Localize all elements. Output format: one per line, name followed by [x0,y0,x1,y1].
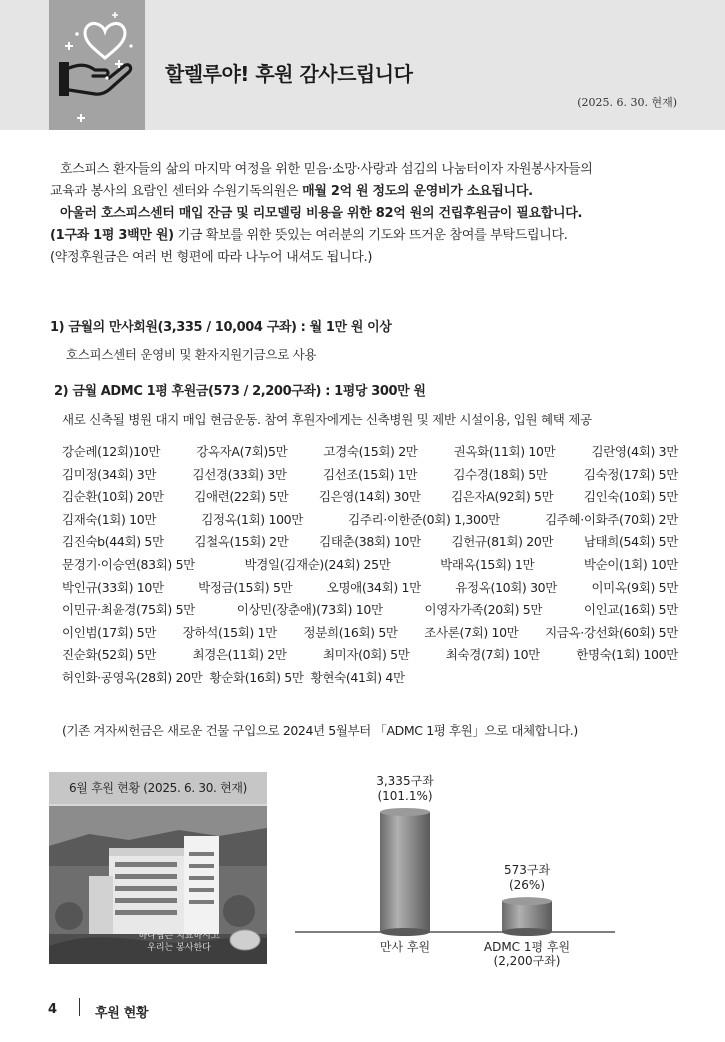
donor-entry: 김선조(15회) 1만 [322,466,418,482]
donor-entry: 김진숙b(44회) 5만 [62,534,164,550]
donor-list [62,441,678,690]
donor-entry: 지금옥·강선화(60회) 5만 [545,624,678,640]
donor-entry: 최경은(11회) 2만 [192,647,287,663]
donor-row [62,667,678,690]
donor-entry: 김수경(18회) 5만 [453,466,548,482]
donor-entry: 김미정(34회) 3만 [62,466,157,482]
footer-section-label: 후원 현황 [95,1006,149,1021]
donor-row [62,486,678,509]
donor-entry: 오명애(34회) 1만 [326,579,421,595]
donor-entry: 조사론(7회) 10만 [424,624,519,640]
donor-entry: 박정금(15회) 5만 [198,579,293,595]
sign-line-1: 하나님은 치료하시고 [138,931,220,941]
donor-entry: 문경기·이승연(83회) 5만 [62,556,195,572]
donor-row [62,464,678,487]
intro-line-5: (약정후원금은 여러 번 형편에 따라 나누어 내셔도 됩니다.) [50,250,373,265]
donor-entry: 박순이(1회) 10만 [583,556,678,572]
donor-row [62,554,678,577]
page-number: 4 [48,1002,58,1017]
donor-entry: 이민규·최윤경(75회) 5만 [62,602,195,618]
donor-entry: 김인숙(10회) 5만 [583,489,678,505]
donor-entry: 김애련(22회) 5만 [194,489,289,505]
donor-entry: 한명숙(1회) 100만 [576,647,678,663]
donor-entry: 김정옥(1회) 100만 [201,511,303,527]
bar [502,897,552,936]
donor-row [62,441,678,464]
donor-entry: 강옥자A(7회)5만 [196,444,288,459]
donor-row [62,644,678,667]
donor-entry: 김철옥(15회) 2만 [194,534,289,550]
donor-entry: 정분희(16회) 5만 [303,624,398,640]
donor-entry: 김은자A(92회) 5만 [451,489,554,505]
donor-entry: 최미자(0회) 5만 [322,647,410,663]
intro-line-4-bold: (1구좌 1평 3백만 원) [50,228,174,243]
donor-entry: 박래옥(15회) 1만 [440,556,535,572]
intro-line-4-text: 기금 확보를 위한 뜻있는 여러분의 기도와 뜨거운 참여를 부탁드립니다. [173,228,568,243]
donor-entry: 이상민(장춘애)(73회) 10만 [236,602,383,618]
section-2-title: 2) 금월 ADMC 1평 후원금(573 / 2,200구좌) : 1평당 300만 원 [54,384,426,399]
donor-entry: 최숙경(7회) 10만 [445,647,540,663]
page-header [0,0,725,130]
sign-text [119,930,239,954]
donor-entry: 김태춘(38회) 10만 [319,534,421,550]
donor-entry: 박경일(김재순)(24회) 25만 [244,556,391,572]
donor-entry: 이인교(16회) 5만 [583,602,678,618]
donor-entry: 김순환(10회) 20만 [62,489,164,505]
section-1-desc: 호스피스센터 운영비 및 환자지원기금으로 사용 [66,347,317,362]
donor-entry: 이미옥(9회) 5만 [591,579,678,595]
donor-row [62,599,678,622]
footer-divider [79,998,80,1016]
heart-hand-icon [49,0,145,130]
donor-entry: 진순화(52회) 5만 [62,647,157,663]
donor-entry: 김주리·이한준(0회) 1,300만 [348,511,500,527]
donor-row [62,509,678,532]
donor-entry: 황현숙(41회) 4만 [310,669,405,685]
donor-entry: 김재숙(1회) 10만 [62,511,157,527]
intro-line-3-bold: 아울러 호스피스센터 매입 잔금 및 리모델링 비용을 위한 82억 원의 건립후원금이 필요합니다. [60,206,583,221]
sign-line-2: 우리는 봉사한다 [147,943,211,953]
donation-icon-box [49,0,145,130]
donor-entry: 김헌규(81회) 20만 [451,534,554,550]
donor-entry: 이인범(17회) 5만 [62,624,157,640]
bar-data-label: 3,335구좌 [376,774,434,788]
donor-row [62,622,678,645]
donor-entry: 황순화(16회) 5만 [209,669,304,685]
donor-entry: 남태희(54회) 5만 [583,534,678,550]
donor-entry: 고경숙(15회) 2만 [323,444,418,459]
intro-line-1: 호스피스 환자들의 삶의 마지막 여정을 위한 믿음·소망·사랑과 섬김의 나눔터이자 자원봉사자들의 [60,162,593,177]
donor-entry: 유정옥(10회) 30만 [455,579,557,595]
intro-line-4 [50,225,690,247]
bar-data-label: 573구좌 [503,863,551,878]
donor-entry: 허인화·공영옥(28회) 20만 [62,669,203,685]
donor-entry: 김선경(33회) 3만 [192,466,287,482]
photo-caption: 6월 후원 현황 (2025. 6. 30. 현재) [49,772,267,804]
category-label: (2,200구좌) [493,954,561,968]
donor-row [62,531,678,554]
photo-panel [49,772,267,964]
category-label: ADMC 1평 후원 [483,940,571,954]
category-label: 만사 후원 [379,940,431,954]
bar-data-label: (101.1%) [377,789,433,803]
donor-entry: 김숙정(17회) 5만 [583,466,678,482]
page-title: 할렐루야! 후원 감사드립니다 [165,62,413,86]
section-2-desc: 새로 신축될 병원 대지 매입 현금운동. 참여 후원자에게는 신축병원 및 제반 시설이용, 입원 혜택 제공 [62,412,592,427]
intro-paragraph [50,159,690,269]
intro-line-2-text: 교육과 봉사의 요람인 센터와 수원기독의원은 [50,184,303,199]
replacement-note: (기존 겨자씨헌금은 새로운 건물 구입으로 2024년 5월부터 「ADMC 1평 후원」으로 대체합니다.) [62,723,578,738]
donor-entry: 권옥화(11회) 10만 [453,444,556,459]
donor-entry: 강순례(12회)10만 [62,444,161,459]
donor-entry: 김주혜·이화주(70회) 2만 [545,511,678,527]
intro-line-3 [50,203,690,225]
donor-entry: 박인규(33회) 10만 [62,579,164,595]
donor-entry: 장하석(15회) 1만 [182,624,277,640]
section-1-title: 1) 금월의 만사회원(3,335 / 10,004 구좌) : 월 1만 원 이상 [50,320,392,335]
bar-data-label: (26%) [508,878,546,893]
intro-line-2 [50,181,690,203]
donor-entry: 김은영(14회) 30만 [318,489,421,505]
donor-entry: 김란영(4회) 3만 [591,444,678,459]
intro-line-2-bold: 매월 2억 원 정도의 운영비가 소요됩니다. [302,184,533,199]
donation-bar-chart [290,765,620,975]
donor-entry: 이영자가족(20회) 5만 [424,602,543,618]
bar [380,808,430,936]
date-stamp: (2025. 6. 30. 현재) [577,96,677,109]
donor-row [62,577,678,600]
